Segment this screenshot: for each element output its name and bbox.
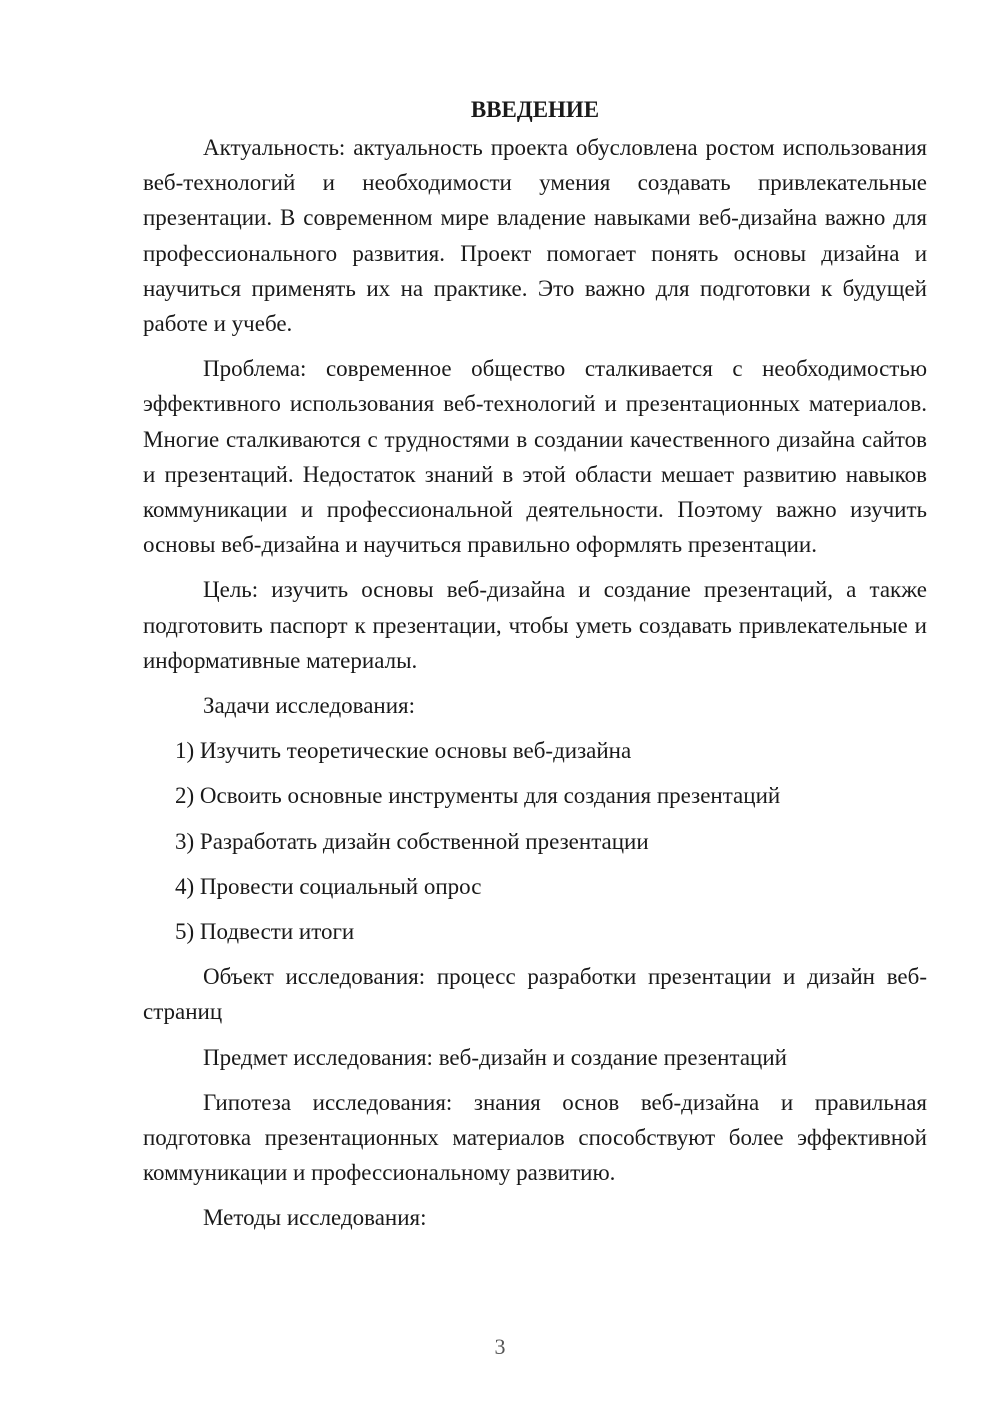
section-title: ВВЕДЕНИЕ [470,97,600,122]
hypothesis-paragraph: Гипотеза исследования: знания основ веб-дизайна и правильная подготовка презентационных материалов способствуют более эффективной коммуникации и профессиональному развитию. [143,1089,927,1186]
goal-paragraph: Цель: изучить основы веб-дизайна и создание презентаций, а также подготовить паспорт к презентации, чтобы уметь создавать привлекательные и информативные материалы. [143,577,927,673]
tasks-heading: Задачи исследования: [203,693,416,719]
subject-paragraph: Предмет исследования: веб-дизайн и создание презентаций [203,1044,787,1070]
list-item: 1) Изучить теоретические основы веб-дизайна [175,738,632,764]
tasks-list [143,733,927,949]
problem-paragraph: Проблема: современное общество сталкивается с необходимостью эффективного использования веб-технологий и презентационных материалов. Многие сталкиваются с трудностями в создании качественного дизайна сайтов и презентаций. Недостаток знаний в этой области мешает развитию навыков коммуникации и профессиональной деятельности. Поэтому важно изучить основы веб-дизайна и научиться правильно оформлять презентации. [143,356,927,558]
page-number: 3 [494,1334,506,1359]
list-item: 4) Провести социальный опрос [175,873,482,899]
list-item: 3) Разработать дизайн собственной презентации [175,828,649,854]
document-page [143,92,927,1246]
methods-heading: Методы исследования: [203,1205,427,1231]
object-paragraph: Объект исследования: процесс разработки презентации и дизайн веб-страниц [143,964,927,1025]
list-item: 5) Подвести итоги [175,919,355,945]
relevance-paragraph: Актуальность: актуальность проекта обусловлена ростом использования веб-технологий и необходимости умения создавать привлекательные презентации. В современном мире владение навыками веб-дизайна важно для профессионального развития. Проект помогает понять основы дизайна и научиться применять их на практике. Это важно для подготовки к будущей работе и учебе. [143,135,927,337]
list-item: 2) Освоить основные инструменты для создания презентаций [175,783,781,809]
